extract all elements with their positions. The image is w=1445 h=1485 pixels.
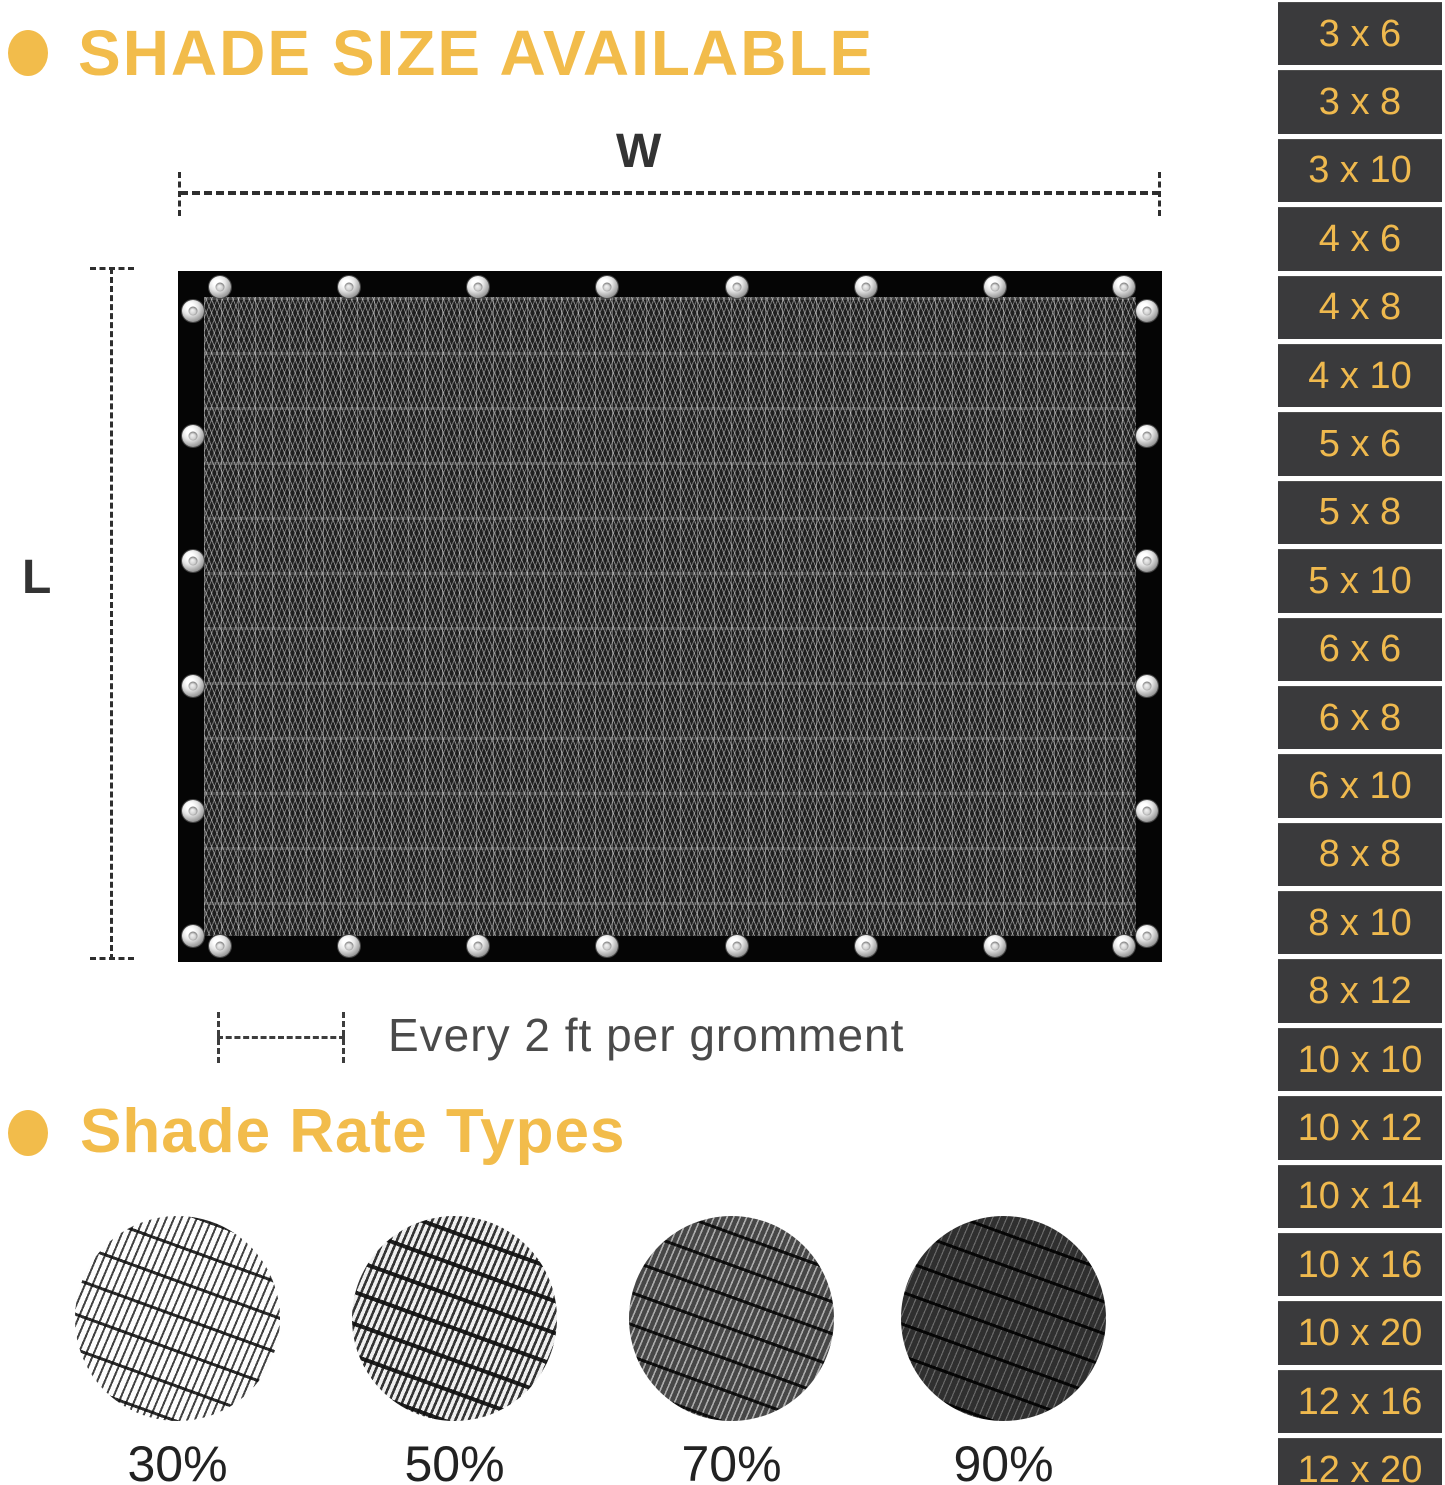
size-option: 4 x 6: [1278, 207, 1442, 270]
width-dimension-tick-left: [178, 172, 181, 216]
size-option: 3 x 6: [1278, 2, 1442, 65]
grommet-icon: [855, 276, 877, 298]
size-option: 10 x 20: [1278, 1301, 1442, 1364]
grommet-icon: [855, 935, 877, 957]
size-option: 12 x 20: [1278, 1438, 1442, 1485]
width-dimension-tick-right: [1158, 172, 1161, 216]
size-option: 8 x 8: [1278, 823, 1442, 886]
grommet-icon: [338, 935, 360, 957]
size-option: 4 x 8: [1278, 276, 1442, 339]
bullet-icon: [8, 1110, 48, 1156]
grommet-icon: [338, 276, 360, 298]
grommet-icon: [1136, 425, 1158, 447]
size-option: 12 x 16: [1278, 1370, 1442, 1433]
length-dimension-label: L: [22, 551, 52, 604]
grommet-icon: [467, 935, 489, 957]
size-option: 10 x 14: [1278, 1165, 1442, 1228]
grommet-spacing-note: Every 2 ft per gromment: [388, 1009, 905, 1061]
size-option: 8 x 12: [1278, 959, 1442, 1022]
shade-rate-label: 90%: [953, 1436, 1054, 1485]
grommet-icon: [182, 425, 204, 447]
size-option: 6 x 6: [1278, 618, 1442, 681]
shade-rate-label: 70%: [681, 1436, 782, 1485]
grommet-icon: [726, 276, 748, 298]
size-options-list: [1278, 2, 1442, 1485]
grommet-icon: [984, 935, 1006, 957]
shade-rate-label: 50%: [404, 1436, 505, 1485]
width-dimension-label: W: [616, 125, 662, 178]
grommet-icon: [1136, 675, 1158, 697]
grommet-icon: [1136, 925, 1158, 947]
shade-net: [178, 271, 1162, 962]
size-option: 3 x 10: [1278, 139, 1442, 202]
grommet-icon: [1136, 300, 1158, 322]
shade-rate-label: 30%: [127, 1436, 228, 1485]
size-option: 6 x 8: [1278, 686, 1442, 749]
grommet-icon: [209, 935, 231, 957]
shade-rate-swatch-90: [901, 1216, 1106, 1421]
size-option: 10 x 16: [1278, 1233, 1442, 1296]
grommet-icon: [596, 276, 618, 298]
size-option: 5 x 10: [1278, 549, 1442, 612]
grommet-icon: [182, 675, 204, 697]
shade-net-mesh: [204, 297, 1136, 936]
grommet-icon: [182, 550, 204, 572]
grommet-icon: [1113, 276, 1135, 298]
shade-rate-swatch-30: [75, 1216, 280, 1421]
grommet-icon: [182, 800, 204, 822]
size-option: 10 x 12: [1278, 1096, 1442, 1159]
grommet-icon: [726, 935, 748, 957]
size-option: 6 x 10: [1278, 754, 1442, 817]
grommet-icon: [984, 276, 1006, 298]
size-option: 8 x 10: [1278, 891, 1442, 954]
size-option: 5 x 8: [1278, 481, 1442, 544]
width-dimension-line: [180, 191, 1160, 195]
size-section-title: SHADE SIZE AVAILABLE: [78, 17, 875, 89]
length-dimension-tick-top: [90, 267, 134, 270]
size-option: 5 x 6: [1278, 412, 1442, 475]
grommet-icon: [1136, 800, 1158, 822]
grommet-icon: [182, 300, 204, 322]
size-option: 4 x 10: [1278, 344, 1442, 407]
grommet-icon: [467, 276, 489, 298]
shade-rate-swatch-70: [629, 1216, 834, 1421]
grommet-spacing-line: [217, 1036, 345, 1039]
grommet-icon: [596, 935, 618, 957]
grommet-icon: [1113, 935, 1135, 957]
size-option: 3 x 8: [1278, 70, 1442, 133]
grommet-icon: [1136, 550, 1158, 572]
grommet-icon: [182, 925, 204, 947]
length-dimension-line: [110, 268, 113, 960]
length-dimension-tick-bottom: [90, 957, 134, 960]
rate-section-title: Shade Rate Types: [80, 1097, 626, 1166]
bullet-icon: [8, 30, 48, 76]
shade-rate-swatch-50: [352, 1216, 557, 1421]
grommet-icon: [209, 276, 231, 298]
size-option: 10 x 10: [1278, 1028, 1442, 1091]
